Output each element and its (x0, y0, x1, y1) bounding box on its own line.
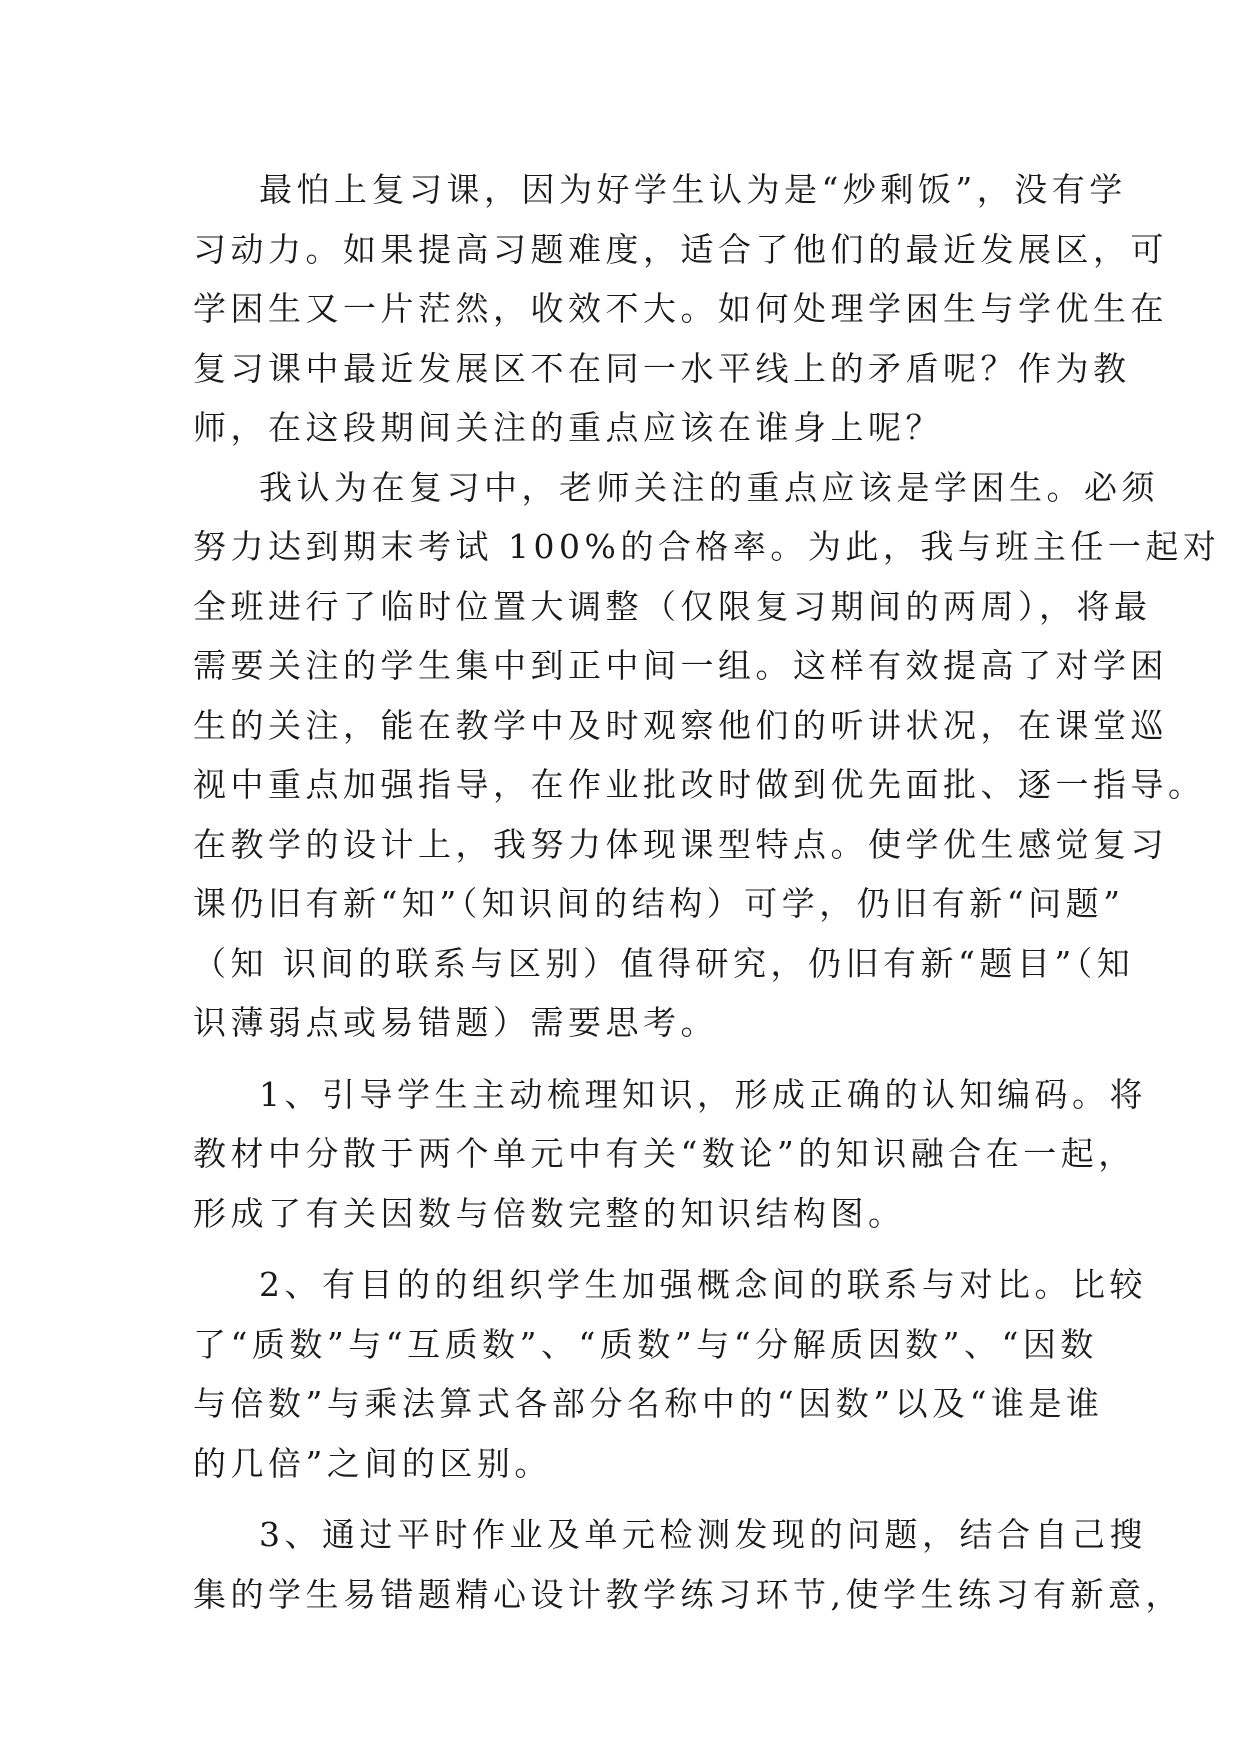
paragraph-gap (193, 1053, 1073, 1065)
text-line: 集的学生易错题精心设计教学练习环节,使学生练习有新意， (193, 1574, 1183, 1614)
text-line: 的几倍”之间的区别。 (193, 1443, 552, 1483)
text-line: （知 识间的联系与区别）值得研究，仍旧有新“题目”（知 (193, 943, 1135, 983)
document-body (193, 160, 1221, 1624)
text-line: 复习课中最近发展区不在同一水平线上的矛盾呢？作为教 (193, 348, 1131, 388)
text-line: 教材中分散于两个单元中有关“数论”的知识融合在一起， (193, 1134, 1136, 1173)
paragraph-5 (193, 1505, 1183, 1624)
text-line: 努力达到期末考试 100%的合格率。为此，我与班主任一起对 (193, 527, 1221, 566)
text-line: 我认为在复习中，老师关注的重点应该是学困生。必须 (259, 467, 1159, 507)
paragraph-3 (193, 1065, 1147, 1244)
text-line: 2、有目的的组织学生加强概念间的联系与对比。比较 (259, 1265, 1147, 1304)
text-line: 在教学的设计上，我努力体现课型特点。使学优生感觉复习 (193, 824, 1168, 864)
text-line: 了“质数”与“互质数”、“质数”与“分解质因数”、“因数 (193, 1324, 1098, 1364)
paragraph-gap (193, 1493, 1073, 1505)
text-line: 学困生又一片茫然，收效不大。如何处理学困生与学优生在 (193, 289, 1168, 328)
paragraph-2 (193, 458, 1221, 1053)
paragraph-1 (193, 160, 1168, 458)
text-line: 需要关注的学生集中到正中间一组。这样有效提高了对学困 (193, 646, 1168, 685)
text-line: 视中重点加强指导，在作业批改时做到优先面批、逐一指导。 (193, 765, 1206, 804)
text-line: 课仍旧有新“知”（知识间的结构）可学，仍旧有新“问题” (193, 884, 1125, 923)
text-line: 生的关注，能在教学中及时观察他们的听讲状况，在课堂巡 (193, 705, 1168, 745)
text-line: 识薄弱点或易错题）需要思考。 (193, 1003, 718, 1042)
text-line: 1、引导学生主动梳理知识，形成正确的认知编码。将 (259, 1074, 1147, 1114)
paragraph-gap (193, 1243, 1073, 1255)
text-line: 师，在这段期间关注的重点应该在谁身上呢？ (193, 408, 943, 447)
paragraph-4 (193, 1255, 1147, 1493)
text-line: 形成了有关因数与倍数完整的知识结构图。 (193, 1193, 906, 1233)
text-line: 全班进行了临时位置大调整（仅限复习期间的两周），将最 (193, 586, 1152, 626)
text-line: 最怕上复习课，因为好学生认为是“炒剩饭”，没有学 (259, 170, 1127, 209)
text-line: 与倍数”与乘法算式各部分名称中的“因数”以及“谁是谁 (193, 1384, 1104, 1423)
text-line: 习动力。如果提高习题难度，适合了他们的最近发展区，可 (193, 229, 1168, 269)
text-line: 3、通过平时作业及单元检测发现的问题，结合自己搜 (259, 1515, 1147, 1554)
